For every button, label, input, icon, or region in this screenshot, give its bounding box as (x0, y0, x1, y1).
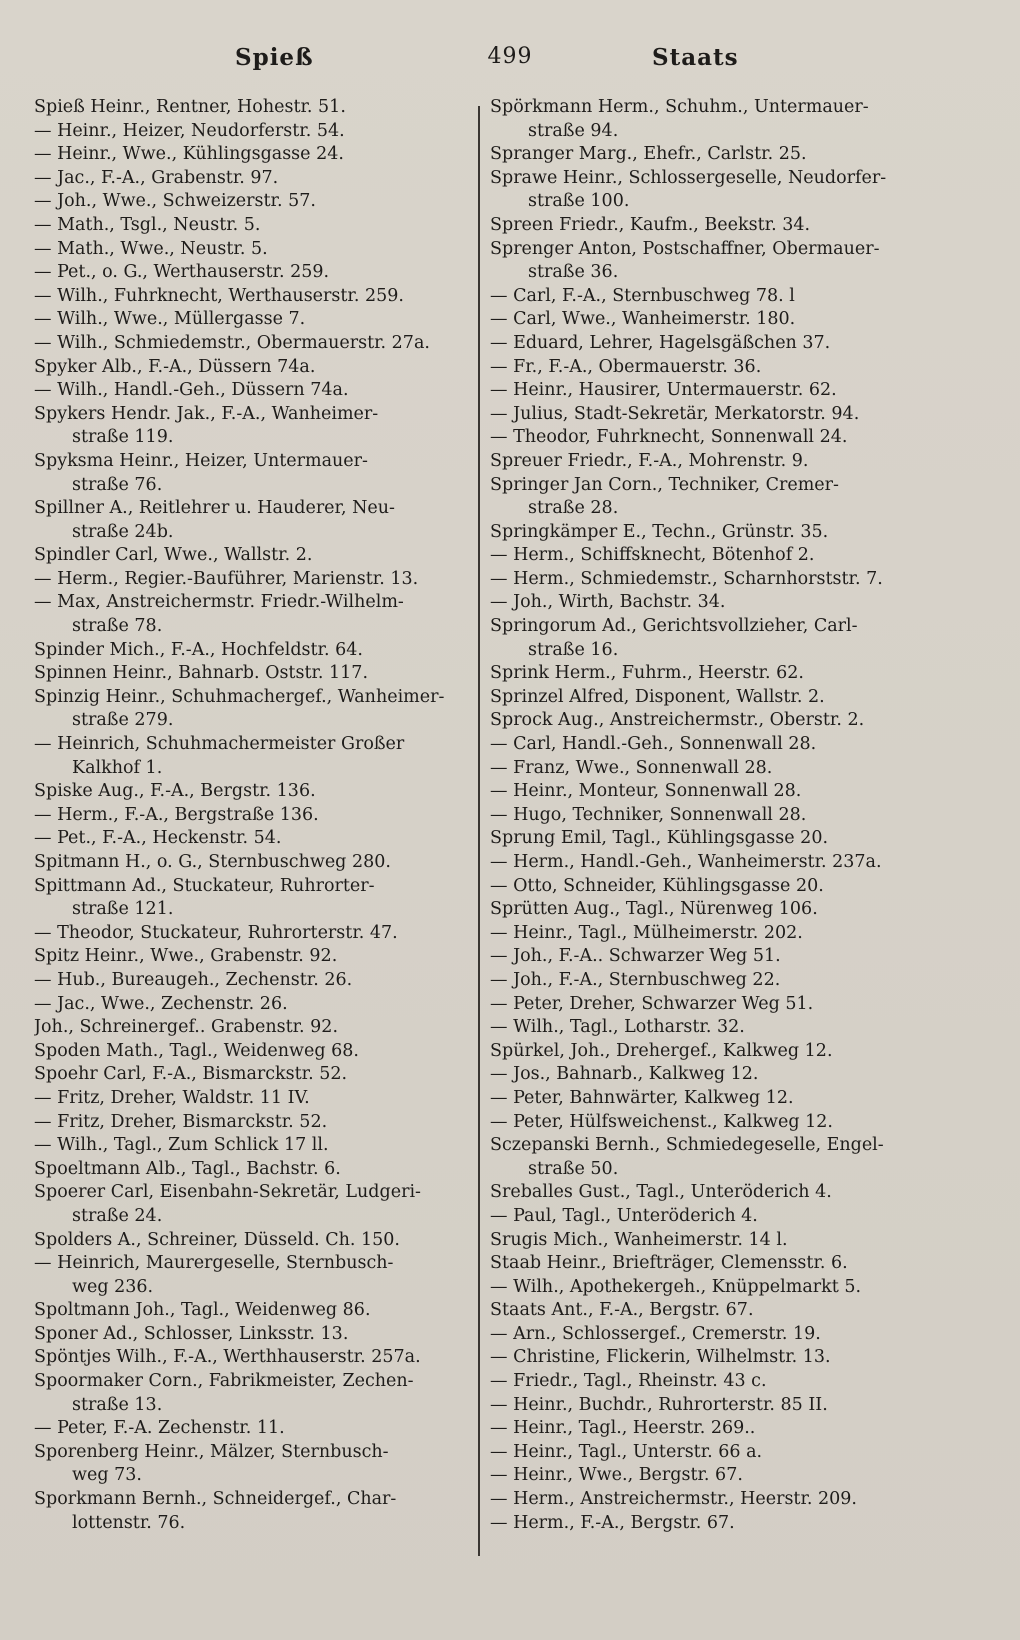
directory-entry (34, 120, 464, 144)
entry-continuation: weg 236. (72, 1276, 154, 1297)
entry-line: — Carl, F.-A., Sternbuschweg 78. l (490, 285, 795, 306)
directory-entry (34, 568, 464, 592)
directory-entry (490, 96, 925, 143)
directory-entry (34, 497, 464, 544)
directory-entry (34, 1299, 464, 1323)
entry-line: — Herm., Regier.-Bauführer, Marienstr. 13. (34, 568, 419, 589)
directory-entry (34, 214, 464, 238)
entry-line: — Fr., F.-A., Obermauerstr. 36. (490, 356, 762, 377)
entry-line: — Carl, Handl.-Geh., Sonnenwall 28. (490, 734, 817, 755)
directory-entry (34, 1370, 464, 1417)
entry-line: — Franz, Wwe., Sonnenwall 28. (490, 757, 773, 778)
directory-entry (490, 1370, 925, 1394)
directory-entry (490, 709, 925, 733)
directory-entry (34, 875, 464, 922)
entry-line: Spiske Aug., F.-A., Bergstr. 136. (34, 781, 316, 802)
entry-line: — Hugo, Techniker, Sonnenwall 28. (490, 804, 807, 825)
directory-entry (490, 214, 925, 238)
entry-line: — Pet., o. G., Werthauserstr. 259. (34, 262, 330, 283)
directory-entry (490, 591, 925, 615)
directory-entry (490, 1181, 925, 1205)
directory-entry (490, 238, 925, 285)
directory-entry (490, 922, 925, 946)
directory-entry (490, 1488, 925, 1512)
entry-line: — Wilh., Schmiedemstr., Obermauerstr. 27a. (34, 332, 430, 353)
directory-entry (34, 827, 464, 851)
entry-line: Sprink Herm., Fuhrm., Heerstr. 62. (490, 663, 804, 684)
entry-line: — Wilh., Wwe., Müllergasse 7. (34, 309, 306, 330)
directory-entry (490, 1276, 925, 1300)
column-divider (478, 106, 480, 1556)
directory-entry (490, 426, 925, 450)
directory-entry (34, 238, 464, 262)
entry-line: Spykers Hendr. Jak., F.-A., Wanheimer- (34, 403, 379, 424)
entry-continuation: straße 279. (72, 710, 174, 731)
directory-entry (490, 827, 925, 851)
directory-entry (490, 285, 925, 309)
entry-line: — Peter, Bahnwärter, Kalkweg 12. (490, 1087, 794, 1108)
entry-line: Spyksma Heinr., Heizer, Untermauer- (34, 450, 368, 471)
entry-continuation: straße 24b. (72, 521, 174, 542)
entry-line: — Peter, F.-A. Zechenstr. 11. (34, 1418, 285, 1439)
directory-entry (34, 804, 464, 828)
directory-entry (490, 1229, 925, 1253)
entry-line: — Wilh., Handl.-Geh., Düssern 74a. (34, 380, 349, 401)
entry-line: Sprenger Anton, Postschaffner, Obermauer- (490, 238, 880, 259)
entry-line: — Peter, Hülfsweichenst., Kalkweg 12. (490, 1111, 833, 1132)
entry-line: Spindler Carl, Wwe., Wallstr. 2. (34, 545, 313, 566)
directory-entry (490, 875, 925, 899)
entry-line: — Herm., Schiffsknecht, Bötenhof 2. (490, 545, 815, 566)
directory-entry (490, 1394, 925, 1418)
entry-line: — Heinr., Tagl., Unterstr. 66 a. (490, 1441, 763, 1462)
directory-entry (34, 261, 464, 285)
directory-entry (34, 285, 464, 309)
directory-entry (490, 332, 925, 356)
entry-line: — Heinr., Heizer, Neudorferstr. 54. (34, 120, 345, 141)
entry-line: Spreuer Friedr., F.-A., Mohrenstr. 9. (490, 450, 809, 471)
entry-line: — Otto, Schneider, Kühlingsgasse 20. (490, 875, 824, 896)
directory-entry (34, 450, 464, 497)
directory-entry (34, 190, 464, 214)
directory-entry (34, 1111, 464, 1135)
directory-entry (34, 662, 464, 686)
directory-entry (490, 662, 925, 686)
directory-entry (490, 1323, 925, 1347)
entry-line: Spillner A., Reitlehrer u. Hauderer, Neu- (34, 498, 395, 519)
entry-line: Springer Jan Corn., Techniker, Cremer- (490, 474, 839, 495)
directory-entry (490, 1512, 925, 1536)
directory-entry (490, 1464, 925, 1488)
directory-entry (34, 993, 464, 1017)
directory-entry (34, 356, 464, 380)
entry-line: Spöntjes Wilh., F.-A., Werthhauserstr. 257a. (34, 1347, 421, 1368)
directory-entry (490, 898, 925, 922)
directory-entry (490, 1111, 925, 1135)
entry-line: — Theodor, Fuhrknecht, Sonnenwall 24. (490, 427, 848, 448)
entry-line: Sprütten Aug., Tagl., Nürenweg 106. (490, 899, 818, 920)
directory-entry (490, 1346, 925, 1370)
entry-line: — Heinrich, Schuhmachermeister Großer (34, 734, 405, 755)
directory-entry (34, 733, 464, 780)
entry-continuation: weg 73. (72, 1465, 142, 1486)
entry-line: — Heinr., Tagl., Heerstr. 269.. (490, 1418, 756, 1439)
entry-line: Sprinzel Alfred, Disponent, Wallstr. 2. (490, 686, 825, 707)
entry-line: — Wilh., Apothekergeh., Knüppelmarkt 5. (490, 1276, 862, 1297)
entry-line: Spoerer Carl, Eisenbahn-Sekretär, Ludgeri- (34, 1182, 421, 1203)
directory-entry (490, 308, 925, 332)
directory-entry (34, 1063, 464, 1087)
entry-line: Spieß Heinr., Rentner, Hohestr. 51. (34, 97, 346, 117)
entry-line: — Fritz, Dreher, Waldstr. 11 IV. (34, 1087, 310, 1108)
directory-entry (34, 332, 464, 356)
entry-line: — Heinr., Wwe., Kühlingsgasse 24. (34, 144, 344, 165)
directory-entry (490, 1441, 925, 1465)
entry-continuation: lottenstr. 76. (72, 1512, 186, 1533)
directory-entry (34, 403, 464, 450)
directory-entry (34, 969, 464, 993)
directory-entry (34, 1181, 464, 1228)
entry-line: Springorum Ad., Gerichtsvollzieher, Carl- (490, 616, 858, 637)
entry-line: Springkämper E., Techn., Grünstr. 35. (490, 521, 829, 542)
entry-line: — Eduard, Lehrer, Hagelsgäßchen 37. (490, 332, 831, 353)
entry-line: Joh., Schreinergef.. Grabenstr. 92. (34, 1017, 339, 1038)
directory-entry (34, 1346, 464, 1370)
entry-line: — Jos., Bahnarb., Kalkweg 12. (490, 1064, 759, 1085)
entry-continuation: straße 94. (528, 120, 619, 141)
entry-line: — Heinr., Buchdr., Ruhrorterstr. 85 II. (490, 1394, 828, 1415)
directory-entry (490, 403, 925, 427)
entry-continuation: straße 121. (72, 899, 174, 920)
directory-entry (34, 639, 464, 663)
directory-entry (34, 308, 464, 332)
entry-continuation: straße 100. (528, 191, 630, 212)
directory-entry (34, 143, 464, 167)
directory-entry (34, 1441, 464, 1488)
entry-line: Sreballes Gust., Tagl., Unteröderich 4. (490, 1182, 832, 1203)
directory-entry (34, 1417, 464, 1441)
entry-line: Spinzig Heinr., Schuhmachergef., Wanheimer- (34, 686, 445, 707)
entry-line: Sprock Aug., Anstreichermstr., Oberstr. 2. (490, 710, 865, 731)
entry-line: Spoden Math., Tagl., Weidenweg 68. (34, 1040, 359, 1061)
directory-entry (490, 1299, 925, 1323)
entry-line: — Herm., Handl.-Geh., Wanheimerstr. 237a. (490, 852, 882, 872)
directory-entry (490, 945, 925, 969)
entry-line: Sprawe Heinr., Schlossergeselle, Neudorfer- (490, 167, 887, 188)
entry-line: Sponer Ad., Schlosser, Linksstr. 13. (34, 1323, 349, 1344)
entry-line: — Fritz, Dreher, Bismarckstr. 52. (34, 1111, 328, 1132)
entry-continuation: straße 78. (72, 616, 163, 637)
entry-line: — Heinrich, Maurergeselle, Sternbusch- (34, 1253, 394, 1274)
entry-line: Spürkel, Joh., Drehergef., Kalkweg 12. (490, 1040, 833, 1061)
directory-entry (34, 167, 464, 191)
entry-line: Spörkmann Herm., Schuhm., Untermauer- (490, 97, 869, 117)
entry-line: Spranger Marg., Ehefr., Carlstr. 25. (490, 144, 807, 165)
directory-entry (490, 851, 925, 875)
entry-line: — Joh., F.-A., Sternbuschweg 22. (490, 969, 781, 990)
entry-line: Sporkmann Bernh., Schneidergef., Char- (34, 1489, 397, 1510)
entry-line: — Paul, Tagl., Unteröderich 4. (490, 1205, 758, 1226)
directory-entry (490, 733, 925, 757)
entry-line: — Math., Wwe., Neustr. 5. (34, 238, 268, 259)
entry-line: Spoltmann Joh., Tagl., Weidenweg 86. (34, 1300, 371, 1321)
entry-line: — Julius, Stadt-Sekretär, Merkatorstr. 94. (490, 403, 860, 424)
entry-line: Spinder Mich., F.-A., Hochfeldstr. 64. (34, 639, 363, 660)
entry-line: Spittmann Ad., Stuckateur, Ruhrorter- (34, 875, 375, 896)
left-column (34, 96, 464, 1535)
entry-line: — Herm., F.-A., Bergstraße 136. (34, 804, 319, 825)
directory-entry (490, 1016, 925, 1040)
directory-entry (490, 780, 925, 804)
directory-entry (490, 544, 925, 568)
entry-line: — Carl, Wwe., Wanheimerstr. 180. (490, 309, 796, 330)
entry-line: — Peter, Dreher, Schwarzer Weg 51. (490, 993, 814, 1014)
entry-continuation: straße 28. (528, 498, 619, 519)
directory-entry (490, 1252, 925, 1276)
directory-entry (34, 922, 464, 946)
directory-entry (490, 1417, 925, 1441)
directory-entry (490, 1040, 925, 1064)
directory-entry (490, 804, 925, 828)
directory-entry (490, 521, 925, 545)
directory-entry (34, 1252, 464, 1299)
entry-continuation: straße 119. (72, 427, 174, 448)
entry-line: Sczepanski Bernh., Schmiedegeselle, Engel- (490, 1135, 884, 1156)
directory-entry (490, 969, 925, 993)
directory-entry (490, 686, 925, 710)
directory-entry (34, 851, 464, 875)
entry-line: — Pet., F.-A., Heckenstr. 54. (34, 828, 282, 849)
directory-entry (490, 450, 925, 474)
right-column (490, 96, 925, 1535)
directory-entry (490, 1134, 925, 1181)
entry-line: — Jac., F.-A., Grabenstr. 97. (34, 167, 279, 188)
directory-entry (34, 686, 464, 733)
entry-continuation: straße 16. (528, 639, 619, 660)
entry-line: — Arn., Schlossergef., Cremerstr. 19. (490, 1323, 821, 1344)
entry-continuation: straße 13. (72, 1394, 163, 1415)
directory-entry (490, 1063, 925, 1087)
running-head-left: Spieß (235, 44, 314, 71)
entry-line: Spolders A., Schreiner, Düsseld. Ch. 150. (34, 1229, 400, 1250)
directory-entry (34, 945, 464, 969)
entry-line: Staats Ant., F.-A., Bergstr. 67. (490, 1300, 754, 1321)
entry-line: Sprung Emil, Tagl., Kühlingsgasse 20. (490, 828, 829, 849)
entry-continuation: Kalkhof 1. (72, 757, 163, 778)
directory-entry (34, 1040, 464, 1064)
directory-entry (490, 356, 925, 380)
entry-line: — Jac., Wwe., Zechenstr. 26. (34, 993, 288, 1014)
entry-line: — Heinr., Tagl., Mülheimerstr. 202. (490, 922, 803, 943)
entry-line: Spinnen Heinr., Bahnarb. Oststr. 117. (34, 663, 369, 684)
entry-line: Spoeltmann Alb., Tagl., Bachstr. 6. (34, 1158, 341, 1179)
entry-line: — Wilh., Fuhrknecht, Werthauserstr. 259. (34, 285, 404, 306)
entry-line: — Friedr., Tagl., Rheinstr. 43 c. (490, 1371, 767, 1392)
entry-line: — Herm., F.-A., Bergstr. 67. (490, 1512, 735, 1533)
entry-line: — Joh., Wwe., Schweizerstr. 57. (34, 191, 316, 212)
directory-entry (34, 591, 464, 638)
directory-entry (490, 379, 925, 403)
entry-line: Spitmann H., o. G., Sternbuschweg 280. (34, 852, 391, 872)
entry-line: — Heinr., Wwe., Bergstr. 67. (490, 1465, 743, 1486)
directory-entry (34, 1158, 464, 1182)
directory-entry (490, 474, 925, 521)
entry-line: Spyker Alb., F.-A., Düssern 74a. (34, 356, 316, 377)
directory-entry (490, 568, 925, 592)
entry-line: Spoehr Carl, F.-A., Bismarckstr. 52. (34, 1064, 348, 1085)
directory-entry (34, 1134, 464, 1158)
directory-entry (34, 1323, 464, 1347)
entry-line: — Christine, Flickerin, Wilhelmstr. 13. (490, 1347, 831, 1368)
directory-entry (34, 96, 464, 120)
entry-line: — Wilh., Tagl., Lotharstr. 32. (490, 1017, 745, 1038)
directory-entry (490, 993, 925, 1017)
directory-entry (34, 544, 464, 568)
entry-line: — Joh., Wirth, Bachstr. 34. (490, 592, 726, 613)
entry-line: — Math., Tsgl., Neustr. 5. (34, 214, 261, 235)
entry-continuation: straße 50. (528, 1158, 619, 1179)
entry-line: — Hub., Bureaugeh., Zechenstr. 26. (34, 969, 353, 990)
entry-line: — Max, Anstreichermstr. Friedr.-Wilhelm- (34, 592, 404, 613)
entry-line: — Theodor, Stuckateur, Ruhrorterstr. 47. (34, 922, 398, 943)
directory-entry (34, 379, 464, 403)
page-number: 499 (487, 44, 533, 69)
entry-line: Spreen Friedr., Kaufm., Beekstr. 34. (490, 214, 811, 235)
entry-line: Srugis Mich., Wanheimerstr. 14 l. (490, 1229, 788, 1250)
directory-entry (490, 1205, 925, 1229)
directory-entry (490, 757, 925, 781)
directory-entry (34, 1087, 464, 1111)
directory-entry (490, 1087, 925, 1111)
running-head-right: Staats (652, 44, 739, 71)
directory-entry (34, 1016, 464, 1040)
entry-line: Spitz Heinr., Wwe., Grabenstr. 92. (34, 946, 338, 967)
entry-line: Sporenberg Heinr., Mälzer, Sternbusch- (34, 1441, 389, 1462)
entry-continuation: straße 24. (72, 1205, 163, 1226)
entry-continuation: straße 36. (528, 262, 619, 283)
directory-entry (34, 1229, 464, 1253)
entry-line: Spoormaker Corn., Fabrikmeister, Zechen- (34, 1371, 414, 1392)
directory-entry (490, 167, 925, 214)
entry-continuation: straße 76. (72, 474, 163, 495)
directory-entry (34, 1488, 464, 1535)
entry-line: — Herm., Schmiedemstr., Scharnhorststr. 7. (490, 568, 883, 589)
entry-line: — Wilh., Tagl., Zum Schlick 17 ll. (34, 1135, 329, 1156)
entry-line: — Herm., Anstreichermstr., Heerstr. 209. (490, 1489, 857, 1510)
entry-line: — Joh., F.-A.. Schwarzer Weg 51. (490, 946, 781, 967)
entry-line: — Heinr., Monteur, Sonnenwall 28. (490, 781, 802, 802)
directory-entry (34, 780, 464, 804)
directory-entry (490, 615, 925, 662)
entry-line: — Heinr., Hausirer, Untermauerstr. 62. (490, 380, 837, 401)
directory-entry (490, 143, 925, 167)
entry-line: Staab Heinr., Briefträger, Clemensstr. 6. (490, 1253, 848, 1274)
